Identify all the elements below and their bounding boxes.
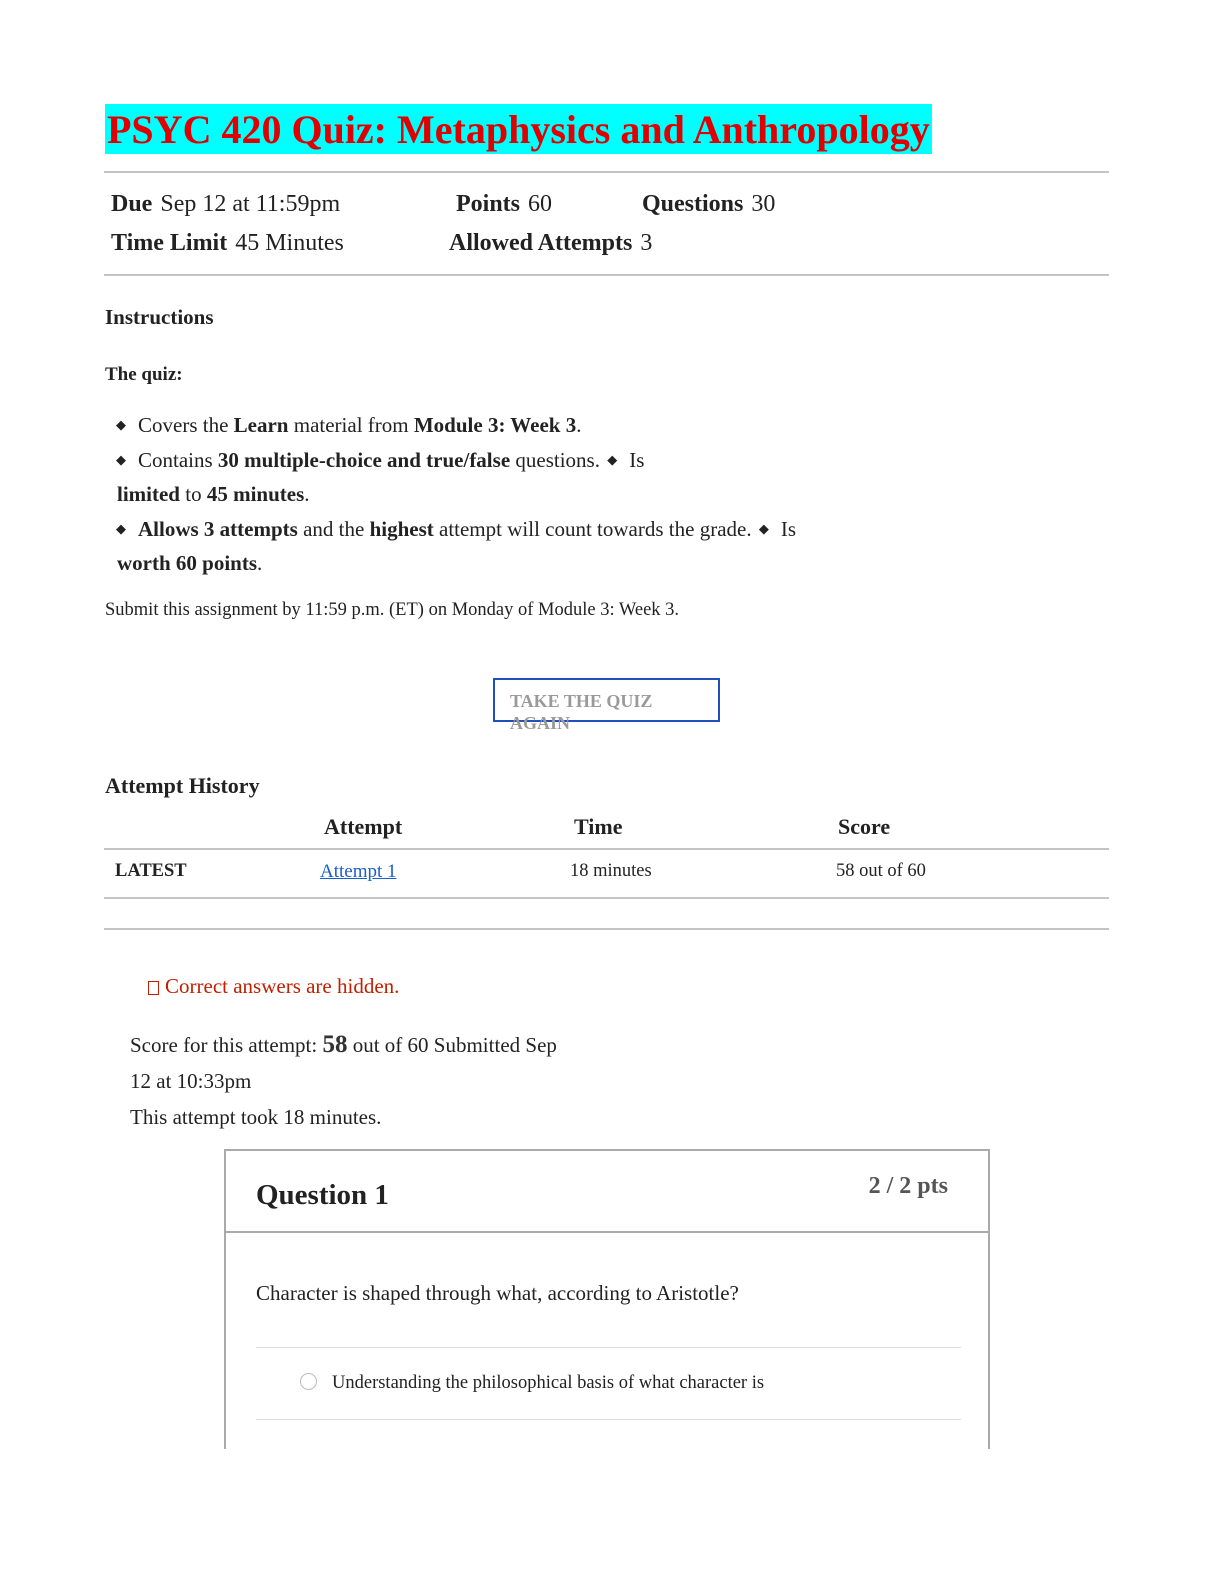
points-value: 60 [528,191,553,217]
question-header [226,1151,988,1233]
score-line-2: 12 at 10:33pm [130,1069,252,1093]
instructions-list [116,408,916,581]
allowed-attempts-field [449,228,652,258]
instructions-heading: Instructions [105,305,214,329]
table-bottom-divider [104,897,1109,899]
points-label: Points [456,191,521,217]
table-header-divider [104,848,1109,850]
bullet-bold: worth 60 points [117,551,258,575]
bullet-icon: ◆ [116,417,126,432]
due-field [111,189,340,219]
attempt-1-link[interactable]: Attempt 1 [320,861,397,882]
bullet-icon: ◆ [116,520,126,536]
bullet-worth [117,546,916,581]
question-text: Character is shaped through what, according to Aristotle? [256,1281,739,1305]
time-limit-label: Time Limit [111,230,228,256]
attempt-time: 18 minutes [570,861,652,881]
due-label: Due [111,191,153,217]
column-header-attempt: Attempt [324,814,403,839]
bullet-text: to [180,482,207,506]
attempt-score: 58 out of 60 [836,861,926,881]
bullet-bold: 45 minutes [206,482,305,506]
bullet-contains [116,443,916,478]
bullet-bold: Learn [233,413,289,437]
allowed-attempts-value: 3 [640,230,653,256]
divider-top [104,171,1109,173]
instructions-intro: The quiz: [105,364,183,385]
score-line-1 [130,1027,557,1063]
bullet-text: Contains [138,447,218,472]
bullet-text: . [257,551,263,575]
section-divider [104,928,1109,930]
answer-divider [256,1419,961,1420]
answer-divider [256,1347,961,1348]
bullet-text: Is [780,516,797,541]
questions-label: Questions [642,191,744,217]
column-header-score: Score [838,814,891,839]
score-value: 58 [322,1031,348,1058]
score-suffix: out of 60 Submitted Sep [347,1033,557,1057]
submit-note: Submit this assignment by 11:59 p.m. (ET) on Monday of Module 3: Week 3. [105,600,680,620]
warning-icon [148,981,159,995]
question-title: Question 1 [256,1179,389,1211]
bullet-allows [116,512,916,547]
score-line-3: This attempt took 18 minutes. [130,1105,382,1129]
bullet-bold: limited [117,482,180,506]
time-limit-field [111,228,344,258]
take-quiz-again-button[interactable]: TAKE THE QUIZ AGAIN [493,678,720,722]
bullet-text: questions. [510,447,600,472]
bullet-icon: ◆ [758,520,769,536]
bullet-text: attempt will count towards the grade. [433,516,752,541]
bullet-icon: ◆ [116,451,126,467]
time-limit-value: 45 Minutes [235,230,344,256]
bullet-bold: Module 3: Week 3 [413,413,577,437]
allowed-attempts-label: Allowed Attempts [449,230,633,256]
bullet-text: Covers the [138,413,234,437]
row-latest-label: LATEST [115,861,187,881]
questions-value: 30 [751,191,776,217]
score-summary [130,1027,557,1135]
answers-hidden-text: Correct answers are hidden. [165,974,400,998]
answer-radio[interactable] [300,1373,317,1390]
question-points: 2 / 2 pts [868,1173,948,1199]
questions-field [642,189,775,219]
points-field [456,189,552,219]
column-header-time: Time [574,814,623,839]
bullet-covers [116,408,916,443]
bullet-bold: Allows 3 attempts [138,516,298,541]
attempt-history-heading: Attempt History [105,773,260,798]
divider-meta [104,274,1109,276]
answer-option-text: Understanding the philosophical basis of what character is [332,1373,765,1393]
bullet-limited [117,477,916,512]
page-title: PSYC 420 Quiz: Metaphysics and Anthropology [105,104,932,154]
bullet-text: . [304,482,310,506]
bullet-text: . [576,413,582,437]
bullet-text: and the [297,516,370,541]
due-value: Sep 12 at 11:59pm [160,191,341,217]
bullet-icon: ◆ [607,451,618,467]
bullet-text: material from [288,413,414,437]
bullet-text: Is [629,447,645,472]
bullet-bold: 30 multiple-choice and true/false [217,447,511,472]
score-prefix: Score for this attempt: [130,1033,323,1057]
bullet-bold: highest [369,516,434,541]
answers-hidden-notice [148,974,399,999]
question-card [224,1149,990,1449]
